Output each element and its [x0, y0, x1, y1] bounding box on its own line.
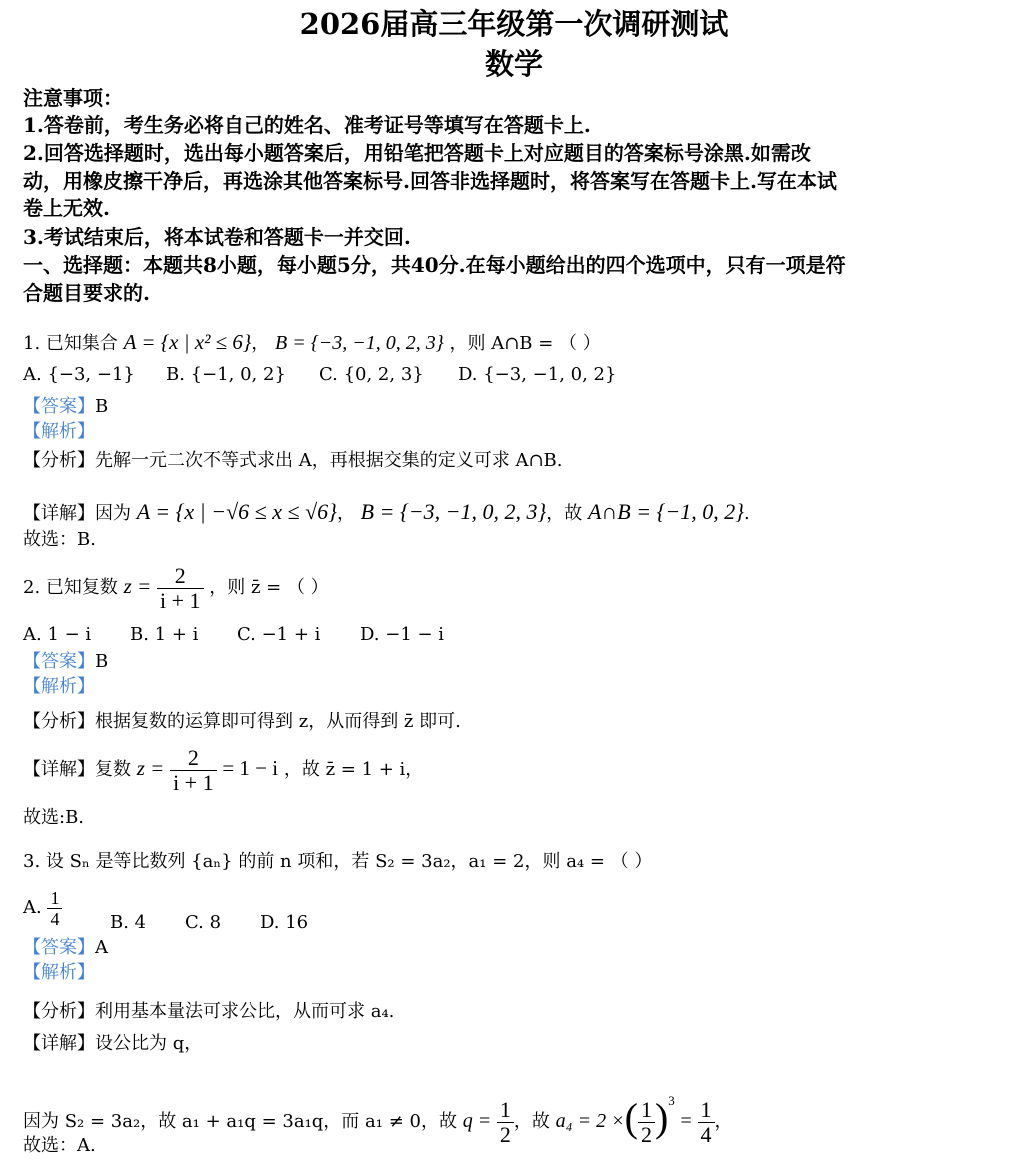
q2-ask: ，则 z̄ = （ ） — [209, 577, 329, 598]
q2-choose: 故选:B. — [23, 807, 85, 828]
q3-right-paren: ) — [654, 1095, 669, 1140]
q3-result-fraction — [698, 1098, 715, 1147]
notice-heading: 注意事项： — [23, 86, 123, 110]
q3-a4-lhs: a₄ = 2 × — [555, 1110, 625, 1132]
q3-q-fraction — [497, 1098, 514, 1147]
q3-inner-den: 2 — [640, 1121, 652, 1147]
notice-item-2-line-2: 动，用橡皮擦干净后，再选涂其他答案标号.回答非选择题时，将答案写在答题卡上.写在本试 — [23, 169, 837, 193]
q1-set-b: B = {−3, −1, 0, 2, 3} — [275, 332, 444, 354]
q2-den: i + 1 — [159, 587, 201, 613]
q1-fenxi-text: 先解一元二次不等式求出 A，再根据交集的定义可求 A∩B. — [95, 450, 563, 471]
q2-fenxi-row — [23, 710, 461, 734]
q3-option-a-den: 4 — [50, 908, 60, 929]
q3-analysis-label: 【解析】 — [23, 962, 95, 983]
q2-detail-z: z = — [136, 756, 165, 780]
section-heading-line-2: 合题目要求的. — [23, 281, 150, 305]
q1-analysis-label: 【解析】 — [23, 421, 95, 442]
q2-detail-row — [23, 738, 423, 798]
q1-stem: 1. 已知集合 A = {x | x² ≤ 6}， B = {−3, −1, 0, 2, 3} ，则 A∩B = （ ） — [23, 330, 601, 354]
q2-stem — [23, 556, 329, 616]
q1-option-b: B. {−1, 0, 2} — [166, 364, 286, 385]
q3-detail-label: 【详解】 — [23, 1033, 95, 1054]
q1-choose: 故选：B. — [23, 529, 96, 550]
q2-detail-eq-tail: = 1 − i — [222, 756, 279, 780]
q1-detail-gu: ，故 — [546, 503, 583, 524]
q3-result-num: 1 — [698, 1098, 715, 1123]
q1-answer-label: 【答案】 — [23, 396, 95, 417]
q2-option-c: C. −1 + i — [237, 624, 321, 645]
q3-answer-row — [23, 936, 108, 960]
q2-z: z = — [123, 574, 152, 598]
q2-fraction — [157, 564, 204, 613]
q2-option-d: D. −1 − i — [360, 624, 445, 645]
q2-analysis-label: 【解析】 — [23, 676, 95, 697]
q3-answer-label: 【答案】 — [23, 937, 95, 958]
q3-option-a-fraction — [47, 888, 62, 929]
q2-answer-value: B — [95, 651, 109, 672]
q2-detail-label: 【详解】 — [23, 759, 95, 780]
q3-stem: 3. 设 Sₙ 是等比数列 {aₙ} 的前 n 项和，若 S₂ = 3a₂，a₁ = 2，则 a₄ = （ ） — [23, 851, 653, 872]
q1-option-c: C. {0, 2, 3} — [319, 364, 424, 385]
q2-option-b: B. 1 + i — [130, 624, 199, 645]
q1-ask: ，则 A∩B = （ ） — [449, 333, 601, 354]
q3-because-row: 因为 S₂ = 3a₂，故 a₁ + a₁q = 3a₁q，而 a₁ ≠ 0，故 q = $\frac{1}{2}$ ，故 a₄ = 2 ×( $\frac{1}{2}$ )$^3$ = $\frac{1}{4}$ ， — [23, 1093, 733, 1147]
q1-fenxi-row — [23, 449, 562, 473]
notice-item-3: 3.考试结束后，将本试卷和答题卡一并交回. — [23, 225, 411, 249]
q1-option-a: A. {−3, −1} — [23, 364, 135, 385]
q3-result-den: 4 — [700, 1121, 712, 1147]
q2-detail-den: i + 1 — [173, 769, 214, 795]
q3-option-a-num: 1 — [47, 888, 62, 909]
q2-answer-label: 【答案】 — [23, 651, 95, 672]
q3-q-eq: q = — [462, 1110, 492, 1132]
notice-item-2-line-3: 卷上无效. — [23, 196, 110, 220]
q1-detail-row: 【详解】因为 A = {x | −√6 ≤ x ≤ √6}， B = {−3, −1, 0, 2, 3}，故 A∩B = {−1, 0, 2}. — [23, 499, 750, 524]
q3-option-c: C. 8 — [185, 912, 222, 933]
notice-item-1: 1.答卷前，考生务必将自己的姓名、准考证号等填写在答题卡上. — [23, 113, 591, 137]
q2-prefix: 2. 已知复数 — [23, 577, 118, 598]
q3-q-den: 2 — [499, 1121, 511, 1147]
exam-title: 2026届高三年级第一次调研测试 — [299, 7, 729, 41]
notice-item-2-line-1: 2.回答选择题时，选出每小题答案后，用铅笔把答题卡上对应题目的答案标号涂黑.如需改 — [23, 141, 811, 165]
q2-answer-row — [23, 650, 108, 674]
q2-option-a: A. 1 − i — [23, 624, 92, 645]
q3-q-num: 1 — [497, 1098, 514, 1123]
q1-fenxi-label: 【分析】 — [23, 450, 95, 471]
q1-detail-label: 【详解】 — [23, 503, 95, 524]
q1-answer-value: B — [95, 396, 109, 417]
q2-fenxi-text: 根据复数的运算即可得到 z，从而得到 z̄ 即可. — [95, 711, 461, 732]
q3-exponent: 3 — [668, 1093, 675, 1108]
q3-a4-eq: = — [680, 1110, 692, 1132]
q3-inner-fraction — [638, 1098, 655, 1147]
q2-detail-fraction — [170, 746, 217, 795]
q3-left-paren: ( — [624, 1095, 638, 1140]
q3-inner-num: 1 — [638, 1098, 655, 1123]
q2-detail-prefix: 复数 — [95, 759, 131, 780]
q1-detail-set-a: A = {x | −√6 ≤ x ≤ √6} — [136, 499, 337, 524]
q3-because: 因为 S₂ = 3a₂，故 a₁ + a₁q = 3a₁q，而 a₁ ≠ 0，故 — [23, 1111, 457, 1132]
q3-detail-row — [23, 1032, 202, 1056]
q1-detail-result: A∩B = {−1, 0, 2} — [587, 499, 745, 524]
q2-detail-num: 2 — [170, 746, 217, 771]
q3-fenxi-text: 利用基本量法可求公比，从而可求 a₄. — [95, 1001, 395, 1022]
exam-subject: 数学 — [484, 47, 543, 81]
q1-detail-set-b: B = {−3, −1, 0, 2, 3} — [360, 499, 547, 524]
q1-detail-prefix: 因为 — [95, 503, 131, 524]
q3-option-d: D. 16 — [260, 912, 309, 933]
q3-detail-text: 设公比为 q， — [95, 1033, 203, 1054]
q3-gu: ，故 — [513, 1111, 550, 1132]
q3-option-a-prefix: A. — [23, 897, 42, 918]
q3-choose: 故选：A. — [23, 1135, 96, 1156]
q2-detail-tail: ，故 z̄ = 1 + i， — [283, 759, 424, 780]
q1-option-d: D. {−3, −1, 0, 2} — [458, 364, 617, 385]
q3-fenxi-label: 【分析】 — [23, 1001, 95, 1022]
q3-option-b: B. 4 — [110, 912, 147, 933]
q3-answer-value: A — [95, 937, 108, 958]
q1-answer-row — [23, 395, 108, 419]
q1-set-a: A = {x | x² ≤ 6} — [123, 330, 252, 354]
section-heading-line-1: 一、选择题：本题共8小题，每小题5分，共40分.在每小题给出的四个选项中，只有一项是符 — [23, 253, 846, 277]
q2-fenxi-label: 【分析】 — [23, 711, 95, 732]
q1-prefix: 1. 已知集合 — [23, 333, 118, 354]
q3-fenxi-row — [23, 1000, 394, 1024]
q3-options-row — [23, 878, 62, 938]
q2-num: 2 — [157, 564, 204, 589]
